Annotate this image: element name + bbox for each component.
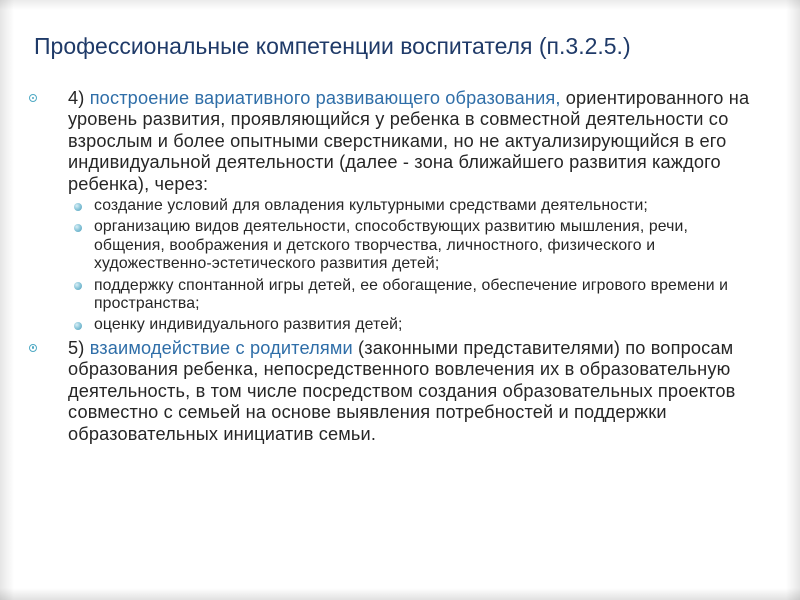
sublist-item-text: организацию видов деятельности, способствующих развитию мышления, речи, общения, воображения и детского творчества, личностного, физического и художественно-эстетического развития детей; bbox=[94, 218, 688, 273]
dot-bullet-icon bbox=[74, 282, 82, 290]
item-number: 5) bbox=[68, 337, 85, 358]
item-text: ориентированного на уровень развития, проявляющийся у ребенка в совместной деятельности со взрослым и более опытными сверстниками, но не актуализирующийся в его индивидуальной деятельности (далее - зона ближайшего развития каждого ребенка), через: bbox=[68, 88, 750, 194]
sublist-item-text: создание условий для овладения культурными средствами деятельности; bbox=[94, 197, 648, 215]
slide-content bbox=[28, 88, 763, 445]
list-item-5 bbox=[28, 338, 763, 445]
dot-bullet-icon bbox=[74, 224, 82, 232]
sublist-item bbox=[68, 277, 763, 314]
item-highlight: построение вариативного развивающего образования, bbox=[89, 88, 561, 108]
list-item-4 bbox=[28, 88, 763, 335]
sublist bbox=[68, 197, 763, 335]
sublist-item bbox=[68, 218, 763, 273]
circle-bullet-icon bbox=[29, 94, 37, 102]
sublist-item-text: оценку индивидуального развития детей; bbox=[94, 316, 403, 334]
dot-bullet-icon bbox=[74, 203, 82, 211]
item-highlight: взаимодействие с родителями bbox=[89, 337, 353, 358]
slide-title: Профессиональные компетенции воспитателя (п.3.2.5.) bbox=[34, 33, 631, 59]
sublist-item bbox=[68, 316, 763, 334]
sublist-item-text: поддержку спонтанной игры детей, ее обогащение, обеспечение игрового времени и пространства; bbox=[94, 276, 729, 313]
sublist-item bbox=[68, 197, 763, 215]
item-number: 4) bbox=[68, 88, 85, 108]
circle-bullet-icon bbox=[29, 344, 37, 352]
item-text: (законными представителями) по вопросам образования ребенка, непосредственного вовлечения их в образовательную деятельность, в том числе посредством создания образовательных проектов совместно с семьей на основе выявления потребностей и поддержки образовательных инициатив семьи. bbox=[68, 337, 736, 444]
dot-bullet-icon bbox=[74, 322, 82, 330]
